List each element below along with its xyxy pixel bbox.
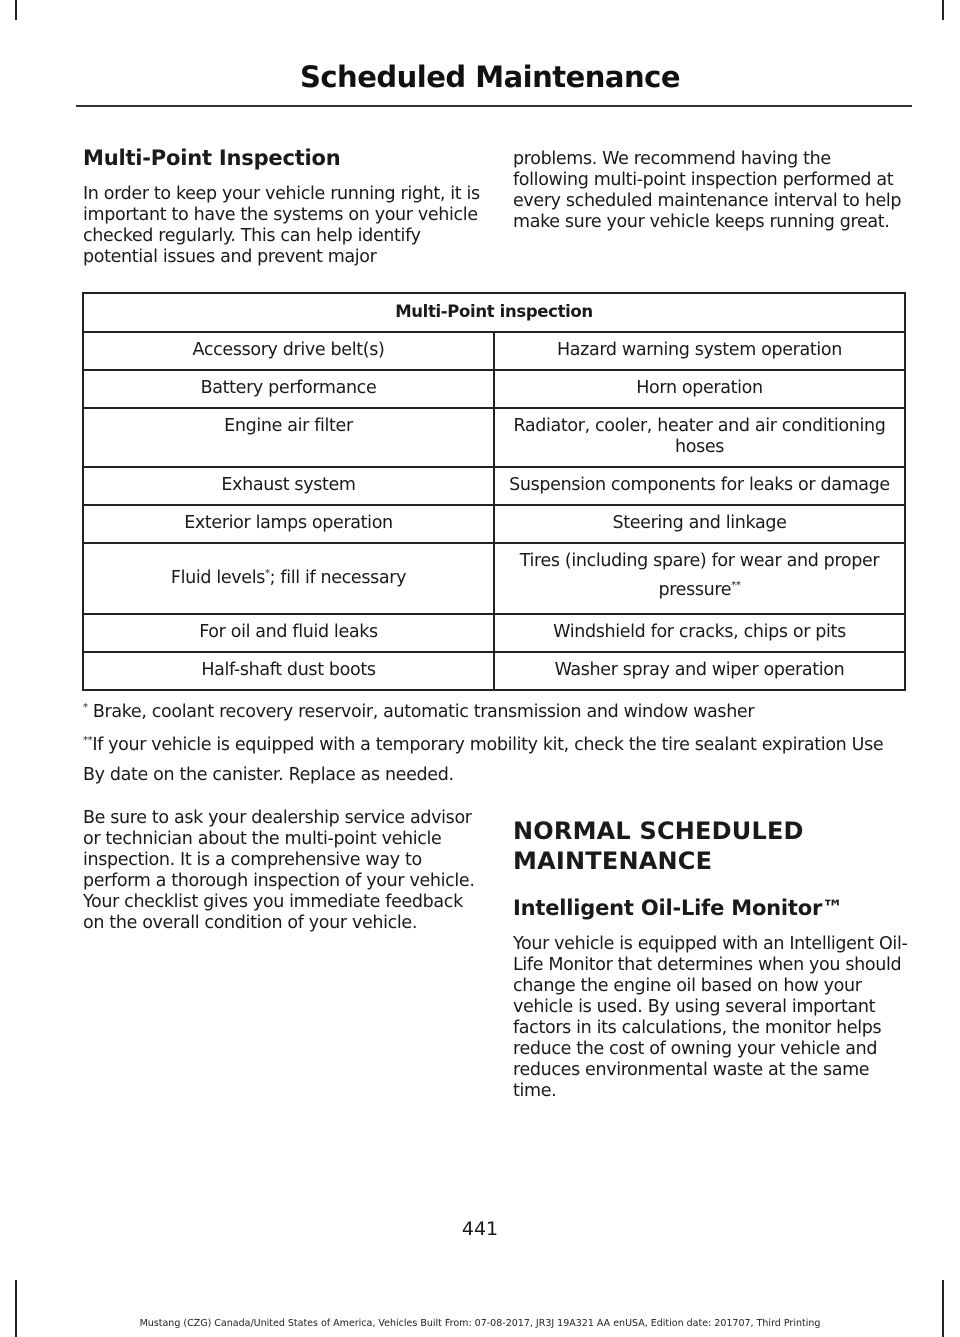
table-cell: Engine air filter — [83, 408, 494, 467]
footer-edition-info: Mustang (CZG) Canada/United States of America, Vehicles Built From: 07-08-2017, JR3J 19A321 AA enUSA, Edition date: 201707, Third Printing — [139, 1318, 821, 1329]
cell-text: Fluid levels — [170, 567, 265, 588]
table-cell: Steering and linkage — [494, 505, 905, 543]
table-cell: Washer spray and wiper operation — [494, 652, 905, 690]
table-title: Multi-Point inspection — [83, 293, 905, 332]
table-cell: Hazard warning system operation — [494, 332, 905, 370]
table-cell: Half-shaft dust boots — [83, 652, 494, 690]
table-cell: Windshield for cracks, chips or pits — [494, 614, 905, 652]
table-cell: Exterior lamps operation — [83, 505, 494, 543]
table-row — [83, 467, 905, 505]
footnote-2 — [83, 730, 909, 790]
normal-maintenance-column — [513, 816, 909, 1102]
table-row — [83, 370, 905, 408]
footnote-text: Brake, coolant recovery reservoir, automatic transmission and window washer — [87, 702, 755, 722]
intro-right-column — [513, 149, 909, 233]
cell-text-suffix: ; fill if necessary — [269, 567, 407, 588]
cell-text: Tires (including spare) for wear and proper pressure — [519, 551, 880, 600]
footnote-mark: * — [264, 567, 270, 579]
crop-mark-top-left — [15, 0, 17, 20]
table-row — [83, 332, 905, 370]
footnote-mark: ** — [83, 735, 93, 747]
intro-paragraph-right: problems. We recommend having the following multi-point inspection performed at every scheduled maintenance interval to help make sure your vehicle keeps running great. — [513, 149, 902, 232]
table-cell: Suspension components for leaks or damage — [494, 467, 905, 505]
table-cell: For oil and fluid leaks — [83, 614, 494, 652]
table-cell: Radiator, cooler, heater and air conditioning hoses — [494, 408, 905, 467]
table-cell — [83, 543, 494, 614]
table-row — [83, 614, 905, 652]
footnote-mark: * — [83, 702, 88, 714]
table-row — [83, 505, 905, 543]
section-heading-normal-maintenance: NORMAL SCHEDULED MAINTENANCE — [513, 817, 804, 875]
footnote-1 — [83, 697, 909, 727]
page-number: 441 — [461, 1218, 499, 1240]
intro-paragraph-left: In order to keep your vehicle running right, it is important to have the systems on your vehicle checked regularly. This can help identify potential issues and prevent major — [83, 184, 480, 267]
subheading-oil-life-monitor: Intelligent Oil-Life Monitor™ — [513, 896, 843, 920]
footnote-mark: ** — [731, 580, 741, 592]
inspection-table — [82, 292, 906, 691]
table-row — [83, 652, 905, 690]
footnote-text: If your vehicle is equipped with a temporary mobility kit, check the tire sealant expiration Use By date on the canister. Replace as needed. — [83, 735, 884, 785]
crop-mark-top-right — [942, 0, 944, 20]
header-divider — [76, 105, 912, 107]
table-row — [83, 543, 905, 614]
table-cell: Horn operation — [494, 370, 905, 408]
intro-left-column — [83, 146, 483, 268]
dealer-column — [83, 808, 483, 934]
table-cell: Battery performance — [83, 370, 494, 408]
dealer-paragraph: Be sure to ask your dealership service advisor or technician about the multi-point vehicle inspection. It is a comprehensive way to perform a thorough inspection of your vehicle. Your checklist gives you immediate feedback on the overall condition of your vehicle. — [83, 808, 475, 933]
table-cell: Exhaust system — [83, 467, 494, 505]
table-row — [83, 408, 905, 467]
oil-life-paragraph: Your vehicle is equipped with an Intelligent Oil-Life Monitor that determines when you should change the engine oil based on how your vehicle is used. By using several important factors in its calculations, the monitor helps reduce the cost of owning your vehicle and reduces environmental waste at the same time. — [513, 934, 908, 1101]
table-cell — [494, 543, 905, 614]
page-title: Scheduled Maintenance — [299, 60, 680, 94]
table-header-row — [83, 293, 905, 332]
table-cell: Accessory drive belt(s) — [83, 332, 494, 370]
section-heading-multi-point: Multi-Point Inspection — [83, 146, 341, 170]
